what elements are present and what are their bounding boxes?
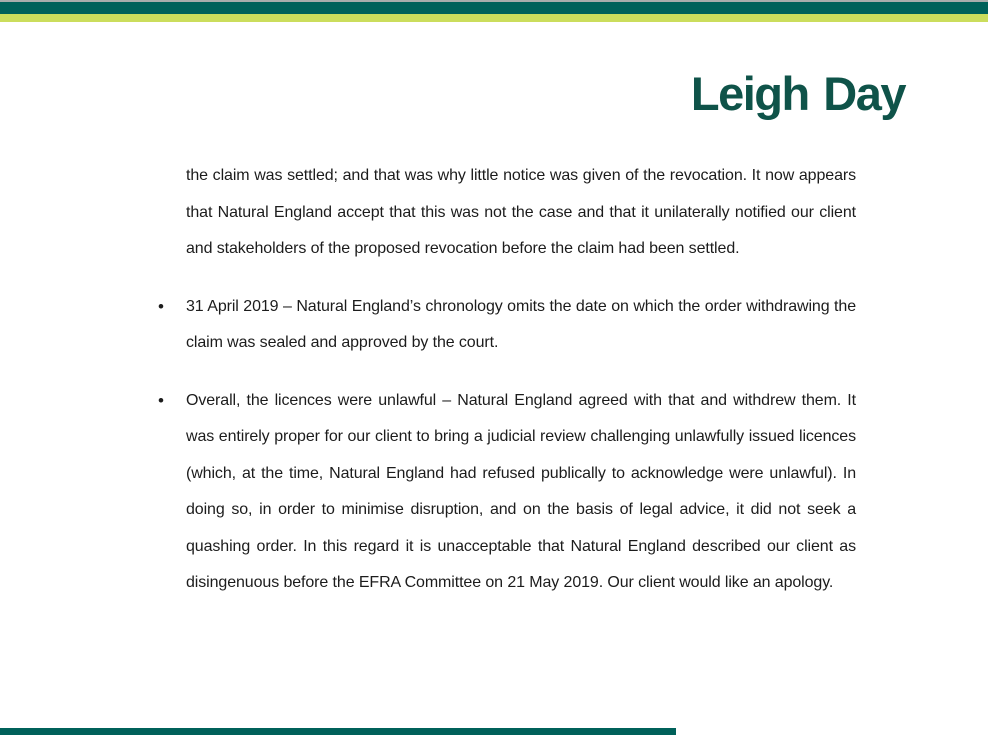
bullet-icon: •: [158, 296, 164, 316]
bullet-text: 31 April 2019 – Natural England’s chronology omits the date on which the order withdrawing the claim was sealed and approved by the court.: [186, 297, 856, 351]
header-teal-bar: [0, 2, 988, 14]
bullet-icon: •: [158, 390, 164, 410]
footer-teal-bar: [0, 728, 676, 735]
bullet-text: Overall, the licences were unlawful – Natural England agreed with that and withdrew them. It was entirely proper for our client to bring a judicial review challenging unlawfully issued licences (which, at the time, Natural England had refused publically to acknowledge were unlawful). In doing so, in order to minimise disruption, and on the basis of legal advice, it did not seek a quashing order. In this regard it is unacceptable that Natural England described our client as disingenuous before the EFRA Committee on 21 May 2019. Our client would like an apology.: [186, 391, 856, 591]
bullet-list: [158, 289, 856, 602]
letter-body: [158, 158, 856, 602]
leigh-day-logo: Leigh Day: [690, 67, 905, 120]
intro-paragraph: the claim was settled; and that was why little notice was given of the revocation. It now appears that Natural England accept that this was not the case and that it unilaterally notified our client and stakeholders of the proposed revocation before the claim had been settled.: [186, 167, 856, 257]
bullet-item: [158, 289, 856, 362]
header-lime-bar: [0, 14, 988, 22]
bullet-item: [158, 383, 856, 602]
